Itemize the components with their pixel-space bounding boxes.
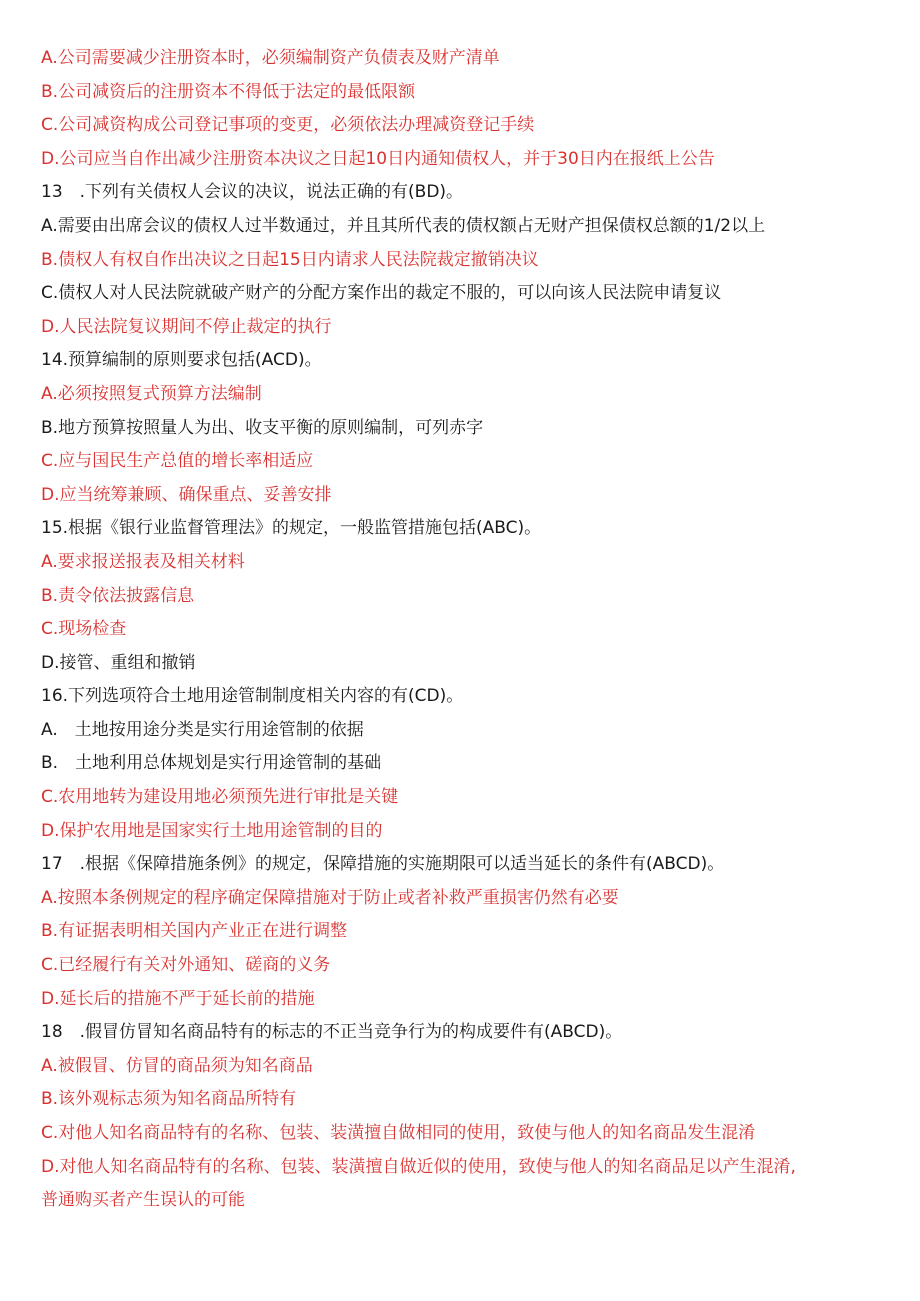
- correct-option-line: A.要求报送报表及相关材料: [41, 551, 245, 572]
- correct-option-line: D.保护农用地是国家实行土地用途管制的目的: [41, 820, 383, 841]
- correct-option-line: C.现场检查: [41, 619, 127, 640]
- correct-option-line: D.延长后的措施不严于延长前的措施: [41, 988, 315, 1009]
- question-or-option-line: 13 .下列有关债权人会议的决议，说法正确的有(BD)。: [41, 182, 464, 203]
- question-or-option-line: 16.下列选项符合土地用途管制制度相关内容的有(CD)。: [41, 686, 464, 707]
- correct-option-line: C.对他人知名商品特有的名称、包装、装潢擅自做相同的使用，致使与他人的知名商品发生混淆: [41, 1123, 756, 1143]
- question-or-option-line: D.接管、重组和撤销: [41, 652, 196, 673]
- question-or-option-line: A. 土地按用途分类是实行用途管制的依据: [41, 719, 364, 740]
- question-or-option-line: 18 .假冒仿冒知名商品特有的标志的不正当竞争行为的构成要件有(ABCD)。: [41, 1022, 623, 1043]
- question-or-option-line: B. 土地利用总体规划是实行用途管制的基础: [41, 753, 382, 774]
- correct-option-line: D.对他人知名商品特有的名称、包装、装潢擅自做近似的使用，致使与他人的知名商品足以产生混淆,: [41, 1156, 796, 1177]
- correct-option-line: D.公司应当自作出减少注册资本决议之日起10日内通知债权人，并于30日内在报纸上公告: [41, 148, 715, 169]
- correct-option-line: C.应与国民生产总值的增长率相适应: [41, 451, 314, 472]
- correct-option-line: D.人民法院复议期间不停止裁定的执行: [41, 316, 332, 337]
- document-body: [41, 42, 901, 1218]
- correct-option-line: B.债权人有权自作出决议之日起15日内请求人民法院裁定撤销决议: [41, 249, 539, 270]
- question-or-option-line: B.地方预算按照量人为出、收支平衡的原则编制，可列赤字: [41, 417, 484, 438]
- correct-option-line: D.应当统筹兼顾、确保重点、妥善安排: [41, 484, 332, 505]
- correct-option-line: B.该外观标志须为知名商品所特有: [41, 1089, 297, 1110]
- correct-option-line: B.有证据表明相关国内产业正在进行调整: [41, 921, 348, 942]
- correct-option-line: A.公司需要减少注册资本时，必须编制资产负债表及财产清单: [41, 48, 500, 68]
- question-or-option-line: A.需要由出席会议的债权人过半数通过，并且其所代表的债权额占无财产担保债权总额的1/2以上: [41, 215, 766, 236]
- correct-option-line: C.农用地转为建设用地必须预先进行审批是关键: [41, 787, 399, 808]
- correct-option-line: 普通购买者产生误认的可能: [41, 1190, 245, 1211]
- correct-option-line: B.公司减资后的注册资本不得低于法定的最低限额: [41, 81, 416, 102]
- correct-option-line: A.必须按照复式预算方法编制: [41, 383, 262, 404]
- correct-option-line: C.已经履行有关对外通知、磋商的义务: [41, 955, 331, 976]
- question-or-option-line: 14.预算编制的原则要求包括(ACD)。: [41, 350, 322, 371]
- correct-option-line: C.公司减资构成公司登记事项的变更，必须依法办理减资登记手续: [41, 115, 535, 136]
- question-or-option-line: 17 .根据《保障措施条例》的规定，保障措施的实施期限可以适当延长的条件有(ABCD)。: [41, 854, 725, 875]
- question-or-option-line: C.债权人对人民法院就破产财产的分配方案作出的裁定不服的，可以向该人民法院申请复议: [41, 283, 722, 304]
- correct-option-line: A.按照本条例规定的程序确定保障措施对于防止或者补救严重损害仍然有必要: [41, 887, 619, 908]
- correct-option-line: B.责令依法披露信息: [41, 585, 195, 606]
- correct-option-line: A.被假冒、仿冒的商品须为知名商品: [41, 1055, 313, 1076]
- question-or-option-line: 15.根据《银行业监督管理法》的规定，一般监管措施包括(ABC)。: [41, 518, 542, 539]
